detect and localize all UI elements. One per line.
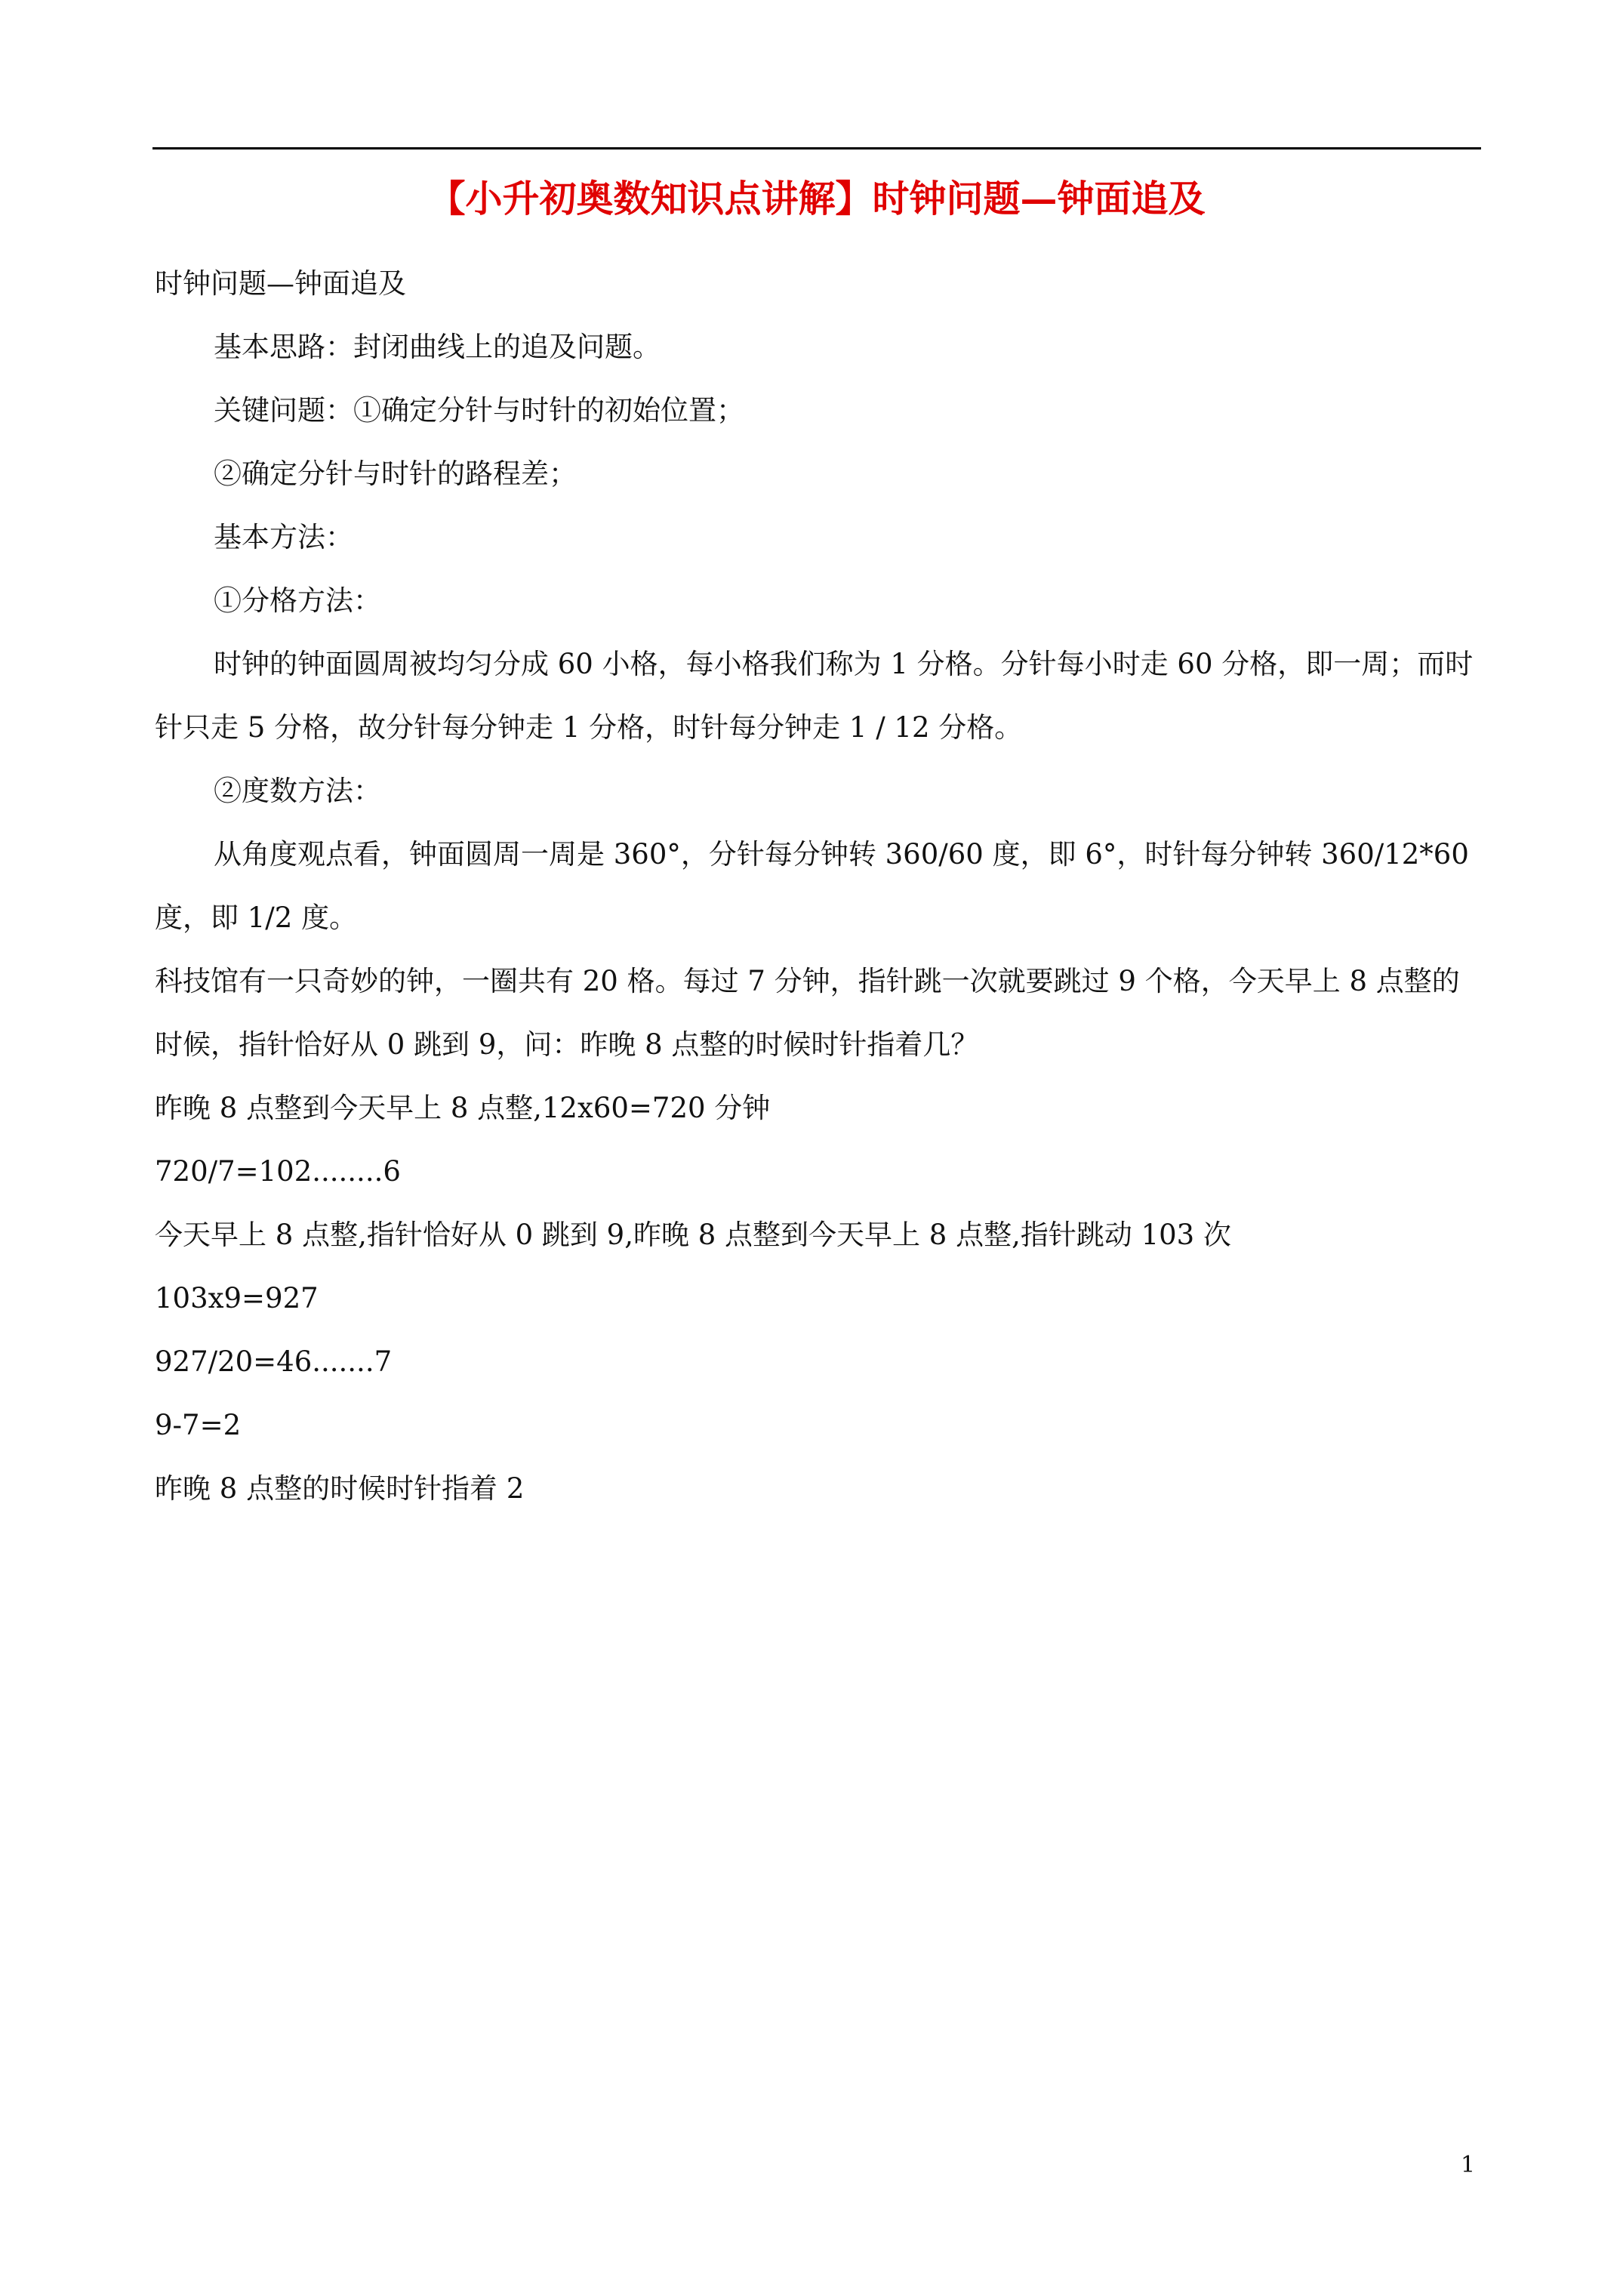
header-rule [152, 147, 1481, 149]
solution-line-3: 今天早上 8 点整,指针恰好从 0 跳到 9,昨晚 8 点整到今天早上 8 点整,指针跳动 103 次 [155, 1219, 1231, 1251]
degree-method-heading: ②度数方法： [214, 775, 381, 807]
problem-line-2: 时候，指针恰好从 0 跳到 9，问：昨晚 8 点整的时候时针指着几？ [155, 1028, 979, 1061]
basic-idea-line: 基本思路：封闭曲线上的追及问题。 [214, 331, 661, 363]
solution-line-2: 720/7=102........6 [155, 1155, 401, 1188]
basic-method-heading: 基本方法： [214, 521, 353, 553]
degree-method-line-2: 度，即 1/2 度。 [155, 901, 358, 934]
problem-line-1: 科技馆有一只奇妙的钟，一圈共有 20 格。每过 7 分钟，指针跳一次就要跳过 9 个格，今天早上 8 点整的 [155, 965, 1460, 997]
solution-line-5: 927/20=46.......7 [155, 1345, 393, 1378]
grid-method-line-2: 针只走 5 分格，故分针每分钟走 1 分格，时针每分钟走 1 / 12 分格。 [155, 711, 1023, 744]
grid-method-line-1: 时钟的钟面圆周被均匀分成 60 小格，每小格我们称为 1 分格。分针每小时走 60 分格，即一周；而时 [214, 648, 1474, 680]
grid-method-heading: ①分格方法： [214, 584, 381, 617]
section-heading: 时钟问题—钟面追及 [155, 267, 406, 300]
page-number: 1 [1461, 2152, 1476, 2178]
document-title: 【小升初奥数知识点讲解】时钟问题—钟面追及 [428, 177, 1206, 220]
solution-line-4: 103x9=927 [155, 1282, 319, 1314]
key-problem-line-1: 关键问题：①确定分针与时针的初始位置； [214, 394, 744, 427]
document-body [155, 252, 1483, 1521]
answer-line: 昨晚 8 点整的时候时针指着 2 [155, 1472, 525, 1505]
degree-method-line-1: 从角度观点看，钟面圆周一周是 360°，分针每分钟转 360/60 度，即 6°，时针每分钟转 360/12*60 [214, 838, 1469, 871]
key-problem-line-2: ②确定分针与时针的路程差； [214, 458, 577, 490]
solution-line-6: 9-7=2 [155, 1409, 242, 1441]
solution-line-1: 昨晚 8 点整到今天早上 8 点整,12x60=720 分钟 [155, 1092, 771, 1124]
